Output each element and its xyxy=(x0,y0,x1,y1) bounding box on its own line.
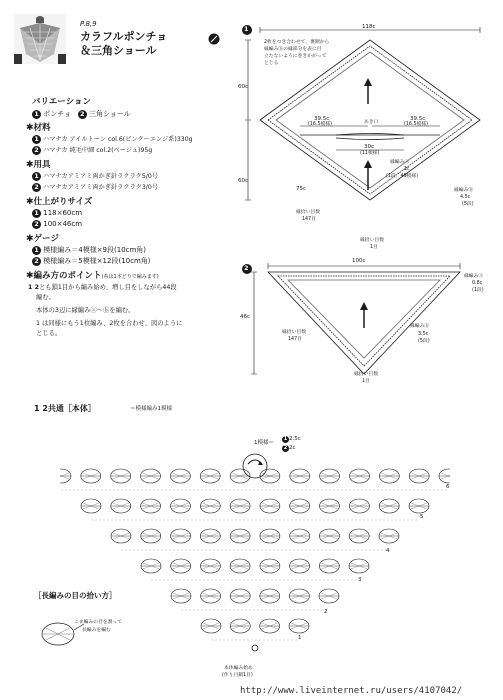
diagram-1-edge-b-sub2: (5段) xyxy=(462,202,474,207)
diagram-1-edge-a-sub1: 1c xyxy=(404,167,410,172)
diagram-2-width: 100c xyxy=(352,258,366,264)
diagram-1-note-2: 縁編みⓑの縁部分を表に目 xyxy=(264,47,322,52)
diagram-2-shawl xyxy=(240,258,500,392)
diagram-1-pickup-count: 147目 xyxy=(302,217,316,222)
gauge-item-2: 2 模様編み＝5模様×12段(10cm角) xyxy=(32,257,151,266)
inset-title: ［長編みの目の拾い方］ xyxy=(34,591,117,600)
variation-1-text: ポンチョ xyxy=(43,110,72,118)
chart-motif xyxy=(81,469,101,483)
yarn-item-2: 2 ハマナカ 純毛中細 col.2(ベージュ)95g xyxy=(32,146,152,155)
diagram-1-poncho xyxy=(240,20,500,255)
chart-motif xyxy=(230,499,250,513)
chart-motif xyxy=(171,559,191,573)
points-item-3-line2: とじる。 xyxy=(36,330,62,337)
chart-motif xyxy=(349,499,369,513)
chart-motif xyxy=(289,589,309,603)
chart-motif xyxy=(60,469,71,483)
chart-motif xyxy=(320,499,340,513)
diagram-2-pickup-bottom-count: 1目 xyxy=(362,379,370,384)
variation-heading: バリエーション xyxy=(32,97,91,107)
page-reference: P.8,9 xyxy=(80,20,97,28)
chart-row-1: 1 xyxy=(298,635,302,641)
chart-motif xyxy=(319,529,339,543)
chart-motif xyxy=(290,559,310,573)
diagram-1-note-1: 2枚をつき合わせて、裏側から xyxy=(264,40,330,45)
chart-row-6: 6 xyxy=(446,484,450,490)
chart-motif xyxy=(319,559,339,573)
chart-motif xyxy=(379,469,399,483)
crochet-hook-icon xyxy=(208,30,220,42)
size-heading: ✱仕上がりサイズ xyxy=(26,197,93,207)
chart-motif xyxy=(320,469,340,483)
inset-note-line2: 長編みを編む xyxy=(82,628,111,633)
yarn-heading: ✱材料 xyxy=(26,123,51,133)
inset-note-line1: こま編みの目を割って xyxy=(74,620,122,625)
chart-row-2: 2 xyxy=(324,609,328,615)
chart-motif xyxy=(230,469,250,483)
diagram-1-right-half-sub: (16.5模様) xyxy=(404,122,429,127)
chart-row-3: 3 xyxy=(358,577,362,583)
chart-motif xyxy=(290,469,310,483)
chart-motif xyxy=(289,619,309,633)
diagram-1-left-half: 39.5c xyxy=(314,116,330,122)
materials-panel xyxy=(26,98,236,378)
yarn-item-1: 1 ハマナカ アイルトーン col.6(ピンク～エンジ系)330g xyxy=(32,135,193,144)
asterisk-icon: ✱ xyxy=(26,234,34,244)
diagram-1-pickup-bottom: 縁拾い目数 xyxy=(360,238,384,243)
diagram-1-pickup-bottom-count: 1目 xyxy=(370,245,378,250)
gauge-item-1: 1 模様編み＝4模様×9段(10cm角) xyxy=(32,246,146,255)
points-item-1-line2: 編む。 xyxy=(36,294,55,301)
chart-motif xyxy=(290,529,310,543)
chart-motif xyxy=(141,499,161,513)
points-heading: ✱編み方のポイント(糸は1本どりで編みます) xyxy=(26,271,159,281)
chart-motif xyxy=(171,529,191,543)
chart-motif xyxy=(230,589,250,603)
chart-motif xyxy=(409,499,429,513)
chart-motif xyxy=(260,469,280,483)
diagram-2-edge-b-sub1: 3.5c xyxy=(418,332,429,337)
chart-motif xyxy=(81,499,101,513)
gauge-heading: ✱ゲージ xyxy=(26,234,59,244)
diagram-2-edge-b-sub2: (5段) xyxy=(418,339,430,344)
points-item-2-line1: 本体の3辺に縁編みⓐ～ⓑを編む。 xyxy=(36,307,135,314)
diagram-2-height: 46c xyxy=(240,314,251,320)
diagram-1-marker: 1 xyxy=(244,25,249,33)
chart-motif xyxy=(260,589,280,603)
chart-motif xyxy=(319,589,339,603)
chart-motif xyxy=(260,499,280,513)
chart-motif xyxy=(290,499,310,513)
chart-motif xyxy=(200,499,220,513)
diagram-2-edge-a-sub2: (1段) xyxy=(472,288,484,293)
diagram-1-left-half-sub: (16.5模様) xyxy=(308,122,333,127)
chart-motif xyxy=(379,499,399,513)
diagram-1-note-4: とじる xyxy=(264,61,279,66)
poncho-photo xyxy=(14,14,66,64)
chart-motif xyxy=(260,559,280,573)
diagram-2-edge-a-sub1: 0.8c xyxy=(472,281,483,286)
asterisk-icon: ✱ xyxy=(26,271,34,281)
pattern-title-line2: ＆三角ショール xyxy=(80,44,157,57)
diagram-1-edge-b: 縁編みⓑ xyxy=(454,188,474,193)
chart-repeat-2: 2 2c xyxy=(283,445,296,451)
footer-url[interactable]: http://www.liveinternet.ru/users/4107042/ xyxy=(240,686,463,696)
diagram-1-pickup: 縁拾い目数 xyxy=(296,210,320,215)
chart-motif xyxy=(379,529,399,543)
chart-legend: ＝模様編み1模様 xyxy=(130,406,172,412)
chart-motif xyxy=(409,469,429,483)
size-item-2: 2 100×46cm xyxy=(32,220,82,229)
chart-repeat-1: 1 2.5c xyxy=(283,436,301,442)
tools-item-1: 1 ハマナカアミアミ両かぎ針ラクラク5/0号 xyxy=(32,172,158,181)
chart-motif xyxy=(141,559,161,573)
diagram-1-width: 118c xyxy=(362,24,376,30)
chart-motif xyxy=(111,499,131,513)
diagram-2-edge-a: 縁編みⓐ xyxy=(464,274,484,279)
pattern-title-line1: カラフルポンチョ xyxy=(80,30,168,43)
asterisk-icon: ✱ xyxy=(26,160,34,170)
points-item-3-line1: 1 は同様にもう1枚編み、2枚を合わせ、図のように xyxy=(36,320,183,327)
stitch-chart xyxy=(60,448,450,658)
chart-motif xyxy=(171,589,191,603)
chart-start-line1: 本体編み始め xyxy=(224,666,253,671)
tools-item-2: 2 ハマナカアミアミ両かぎ針ラクラク3/0号 xyxy=(32,183,158,192)
diagram-2-marker: 2 xyxy=(244,264,249,272)
chart-motif xyxy=(260,529,280,543)
diagram-1-edge-a-sub2: (1段、49模様) xyxy=(386,174,419,179)
chart-motif xyxy=(200,529,220,543)
chart-motif xyxy=(349,529,369,543)
chart-motif xyxy=(200,469,220,483)
chart-motif xyxy=(111,529,131,543)
chart-motif xyxy=(230,529,250,543)
chart-motif xyxy=(230,559,250,573)
chart-row-4: 4 xyxy=(386,548,390,554)
diagram-1-edge-a: 縁編みⓐ xyxy=(390,160,410,165)
chart-motif xyxy=(111,469,131,483)
chart-motif xyxy=(230,619,250,633)
chart-motif xyxy=(170,469,190,483)
size-item-1: 1 118×60cm xyxy=(32,209,82,218)
variation-line xyxy=(32,110,131,119)
diagram-1-height-bottom: 60c xyxy=(238,178,249,184)
variation-2-text: 三角ショール xyxy=(88,110,131,118)
diagram-2-edge-b: 縁編みⓑ xyxy=(410,324,430,329)
chart-motif xyxy=(171,499,191,513)
chart-start-line2: (作り目鎖1目) xyxy=(222,673,253,678)
chart-motif xyxy=(200,559,220,573)
variation-1-badge: 1 xyxy=(32,110,41,119)
tools-heading: ✱用具 xyxy=(26,160,51,170)
diagram-1-neck-label: あき口 xyxy=(364,120,379,125)
points-item-1-line1: 1 2とも鎖1目から編み始め、増し目をしながら44段 xyxy=(28,284,177,291)
chart-motif xyxy=(350,469,370,483)
asterisk-icon: ✱ xyxy=(26,123,34,133)
chart-motif xyxy=(201,619,221,633)
diagram-2-pickup-bottom: 縁拾い目数 xyxy=(354,372,378,377)
diagram-1-edge-b-sub1: 4.5c xyxy=(460,195,471,200)
chart-row-5: 5 xyxy=(420,514,424,520)
variation-2-badge: 2 xyxy=(78,110,87,119)
chart-motif xyxy=(141,469,161,483)
chart-motif xyxy=(349,559,369,573)
diagram-1-center-sub: (11模様) xyxy=(360,151,380,156)
diagram-1-center: 30c xyxy=(364,144,375,150)
diagram-1-note-3: 立たないように巻きかがって xyxy=(264,54,327,59)
chart-motif xyxy=(141,529,161,543)
diagram-2-pickup: 縁拾い目数 xyxy=(282,330,306,335)
chart-title: 1 2共通［本体］ xyxy=(34,404,96,413)
chart-motif xyxy=(439,469,450,483)
asterisk-icon: ✱ xyxy=(26,197,34,207)
chart-motif xyxy=(201,589,221,603)
chart-motif xyxy=(260,619,280,633)
diagram-1-height-top: 60c xyxy=(238,84,249,90)
chart-repeat: 1模様＝ xyxy=(254,440,274,446)
diagram-2-pickup-count: 147目 xyxy=(288,337,302,342)
diagram-1-side: 75c xyxy=(296,186,307,192)
diagram-1-right-half: 39.5c xyxy=(410,116,426,122)
